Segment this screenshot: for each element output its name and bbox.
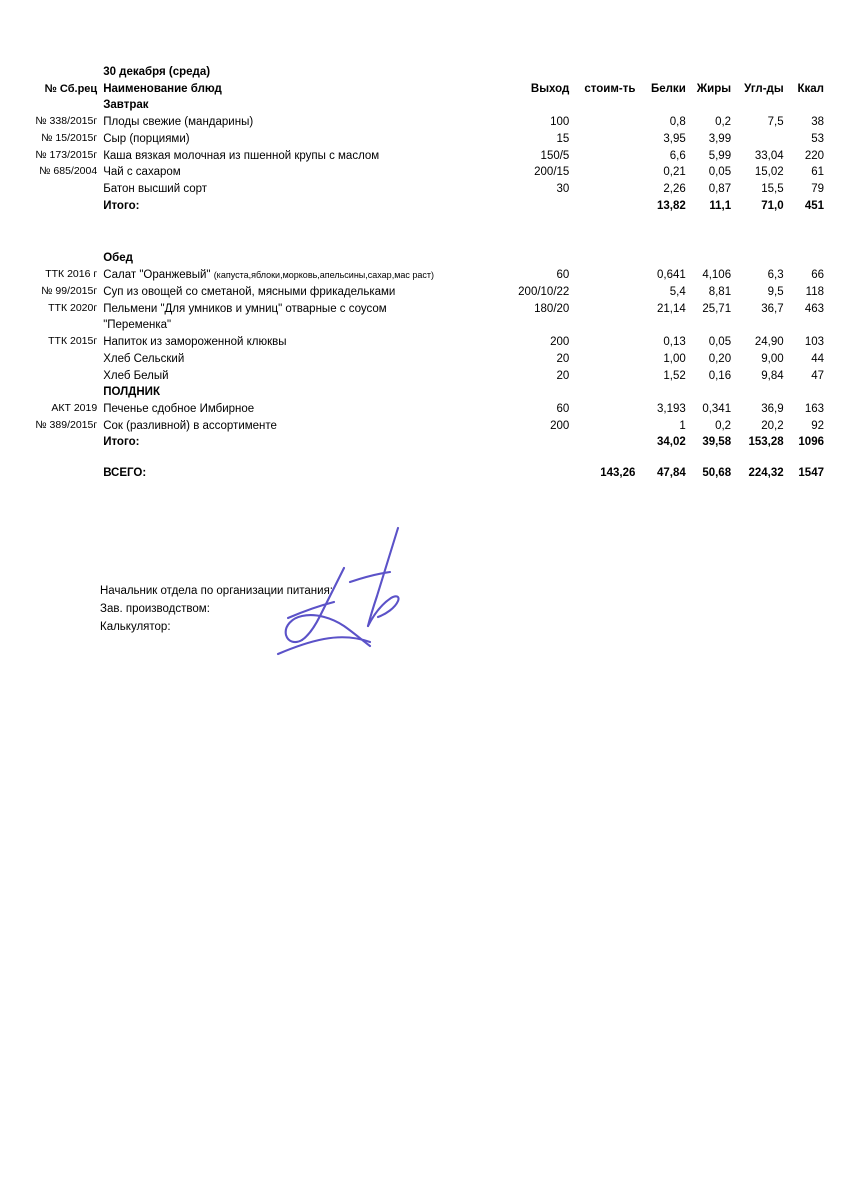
dish-protein: 5,4	[669, 285, 686, 298]
total-protein: 34,02	[656, 436, 686, 449]
section-total-row	[28, 198, 824, 215]
dish-fat: 0,341	[702, 402, 732, 415]
recipe-number: ТТК 2015г	[48, 335, 98, 348]
dish-carbs: 15,02	[754, 166, 784, 179]
dish-carbs: 15,5	[761, 183, 784, 196]
dish-output: 20	[556, 352, 570, 365]
dish-kcal: 53	[811, 132, 824, 145]
recipe-number: № 15/2015г	[41, 131, 98, 144]
dish-kcal: 163	[804, 402, 824, 415]
dish-kcal: 103	[804, 336, 824, 349]
dish-output: 20	[556, 369, 570, 382]
table-row	[28, 351, 824, 368]
recipe-number: ТТК 2020г	[48, 301, 98, 314]
grand-total-fat: 50,68	[702, 467, 732, 480]
dish-protein: 2,26	[663, 183, 686, 196]
total-carbs: 153,28	[748, 436, 784, 449]
dish-carbs: 9,84	[761, 369, 784, 382]
dish-output: 200/15	[534, 166, 570, 179]
recipe-number: № 173/2015г	[35, 148, 98, 161]
signature-line-production-manager: Зав. производством:	[100, 602, 210, 615]
dish-protein: 3,193	[656, 402, 686, 415]
dish-fat: 0,20	[708, 352, 732, 365]
total-cost	[579, 434, 641, 451]
dish-protein: 0,21	[663, 166, 686, 179]
dish-carbs: 9,00	[761, 352, 784, 365]
dish-cost	[579, 267, 641, 284]
signature-line-head-of-catering: Начальник отдела по организации питания:	[100, 585, 333, 597]
dish-carbs: 20,2	[761, 419, 784, 432]
dish-cost	[579, 401, 641, 418]
dish-cost	[579, 148, 641, 165]
total-cost	[579, 198, 641, 215]
table-row	[28, 317, 824, 334]
table-row	[28, 418, 824, 435]
dish-output: 30	[556, 183, 570, 196]
recipe-number	[28, 368, 103, 385]
dish-output: 200/10/22	[518, 285, 570, 298]
dish-kcal: 44	[811, 352, 824, 365]
dish-kcal	[788, 317, 824, 334]
header-output: Выход	[530, 82, 570, 95]
dish-name: "Переменка"	[103, 319, 172, 332]
grand-total-label: ВСЕГО:	[103, 467, 147, 480]
dish-protein: 6,6	[669, 149, 686, 162]
dish-name: Суп из овощей со сметаной, мясными фрикадельками	[103, 285, 396, 298]
dish-kcal: 79	[811, 183, 824, 196]
section-total-row	[28, 434, 824, 451]
section-title-row	[28, 97, 824, 114]
header-carbs: Угл-ды	[744, 82, 784, 95]
recipe-number: ТТК 2016 г	[45, 268, 98, 281]
table-row	[28, 284, 824, 301]
dish-carbs: 33,04	[754, 149, 784, 162]
recipe-number	[28, 351, 103, 368]
dish-fat: 0,05	[708, 166, 732, 179]
dish-fat: 0,2	[715, 116, 732, 129]
dish-cost	[579, 418, 641, 435]
dish-name: Сыр (порциями)	[103, 132, 190, 145]
dish-kcal: 92	[811, 419, 824, 432]
dish-cost	[579, 351, 641, 368]
total-fat: 39,58	[702, 436, 732, 449]
grand-total-row	[28, 465, 824, 482]
dish-cost	[579, 131, 641, 148]
dish-protein: 0,8	[669, 116, 686, 129]
dish-kcal: 463	[804, 302, 824, 315]
empty-cell	[28, 64, 103, 81]
table-row	[28, 368, 824, 385]
dish-output: 100	[550, 116, 570, 129]
table-row	[28, 401, 824, 418]
dish-kcal: 118	[805, 285, 824, 298]
dish-carbs: 7,5	[767, 116, 784, 129]
table-row	[28, 181, 824, 198]
dish-protein: 21,14	[656, 302, 686, 315]
dish-name: Сок (разливной) в ассортименте	[103, 419, 277, 432]
recipe-number: № 99/2015г	[41, 284, 98, 297]
dish-protein: 1,00	[663, 352, 686, 365]
grand-total-kcal: 1547	[798, 467, 824, 480]
grand-total-carbs: 224,32	[748, 467, 784, 480]
total-kcal: 451	[804, 199, 824, 212]
dish-fat: 8,81	[708, 285, 732, 298]
table-row	[28, 114, 824, 131]
grand-total-cost: 143,26	[600, 467, 636, 480]
dish-name: Салат "Оранжевый"	[103, 269, 211, 282]
table-header-row	[28, 81, 824, 98]
recipe-number: АКТ 2019	[51, 401, 98, 414]
recipe-number: № 338/2015г	[35, 115, 98, 128]
signature-line-calculator: Калькулятор:	[100, 620, 171, 633]
document-date: 30 декабря (среда)	[103, 66, 211, 78]
dish-protein: 0,13	[663, 336, 686, 349]
spacer-row	[28, 214, 824, 250]
dish-output: 60	[556, 402, 570, 415]
table-row	[28, 164, 824, 181]
table-row	[28, 131, 824, 148]
menu-table	[28, 64, 824, 482]
dish-protein: 3,95	[663, 132, 686, 145]
dish-output: 60	[556, 269, 570, 282]
dish-cost	[579, 284, 641, 301]
dish-kcal: 66	[811, 269, 824, 282]
dish-output: 200	[550, 419, 570, 432]
dish-fat: 4,106	[702, 269, 732, 282]
dish-fat: 0,16	[708, 369, 732, 382]
dish-protein	[641, 317, 689, 334]
dish-kcal: 38	[811, 116, 824, 129]
section-title: ПОЛДНИК	[103, 386, 160, 399]
header-protein: Белки	[650, 82, 686, 95]
header-cost: стоим-ть	[584, 82, 636, 95]
grand-total-protein: 47,84	[656, 467, 686, 480]
header-fat: Жиры	[696, 82, 732, 95]
dish-protein: 0,641	[656, 269, 686, 282]
dish-carbs	[735, 317, 788, 334]
signature-block	[100, 583, 333, 636]
dish-fat: 0,2	[715, 419, 732, 432]
total-label: Итого:	[103, 436, 140, 449]
dish-output: 180/20	[534, 302, 570, 315]
dish-fat: 5,99	[708, 149, 732, 162]
dish-carbs: 24,90	[754, 336, 784, 349]
dish-protein: 1,52	[663, 369, 686, 382]
dish-kcal: 47	[811, 369, 824, 382]
dish-name: Печенье сдобное Имбирное	[103, 402, 255, 415]
dish-fat: 25,71	[702, 302, 732, 315]
dish-carbs: 36,7	[761, 302, 784, 315]
dish-name: Хлеб Сельский	[103, 352, 185, 365]
dish-name-composition: (капуста,яблоки,морковь,апельсины,сахар,мас раст)	[213, 270, 435, 281]
total-label: Итого:	[103, 199, 140, 212]
table-row	[28, 301, 824, 318]
dish-name: Чай с сахаром	[103, 166, 181, 179]
header-recipe: № Сб.рец	[44, 82, 98, 95]
table-row	[28, 148, 824, 165]
dish-cost	[579, 368, 641, 385]
dish-name: Хлеб Белый	[103, 369, 169, 382]
dish-cost	[579, 164, 641, 181]
dish-name: Батон высший сорт	[103, 183, 208, 196]
recipe-number	[28, 317, 103, 334]
recipe-number: № 389/2015г	[35, 418, 98, 431]
table-row	[28, 334, 824, 351]
dish-output: 200	[550, 336, 570, 349]
dish-output: 15	[556, 132, 570, 145]
dish-name-cell	[103, 267, 506, 284]
dish-cost	[579, 317, 641, 334]
section-title-row	[28, 250, 824, 267]
dish-kcal: 220	[804, 149, 824, 162]
dish-name: Каша вязкая молочная из пшенной крупы с маслом	[103, 149, 380, 162]
dish-carbs	[735, 131, 788, 148]
spacer-row	[28, 451, 824, 465]
section-title-row	[28, 384, 824, 401]
dish-output: 150/5	[540, 149, 570, 162]
date-row	[28, 64, 824, 81]
section-title: Обед	[103, 252, 133, 265]
total-kcal: 1096	[798, 436, 824, 449]
dish-cost	[579, 114, 641, 131]
section-title: Завтрак	[103, 99, 149, 112]
total-fat: 11,1	[709, 199, 732, 212]
dish-fat	[690, 317, 735, 334]
dish-name: Плоды свежие (мандарины)	[103, 116, 254, 129]
total-carbs: 71,0	[761, 199, 784, 212]
header-name: Наименование блюд	[103, 82, 222, 95]
dish-cost	[579, 334, 641, 351]
dish-protein: 1	[679, 419, 686, 432]
total-protein: 13,82	[656, 199, 686, 212]
recipe-number: № 685/2004	[39, 165, 98, 178]
dish-fat: 3,99	[708, 132, 732, 145]
dish-cost	[579, 181, 641, 198]
recipe-number	[28, 181, 103, 198]
table-row	[28, 267, 824, 284]
dish-fat: 0,05	[708, 336, 732, 349]
dish-output	[506, 317, 579, 334]
dish-kcal: 61	[811, 166, 824, 179]
header-kcal: Ккал	[797, 82, 824, 95]
dish-name: Напиток из замороженной клюквы	[103, 336, 287, 349]
dish-carbs: 9,5	[767, 285, 784, 298]
dish-carbs: 36,9	[761, 402, 784, 415]
dish-fat: 0,87	[708, 183, 732, 196]
dish-name: Пельмени "Для умников и умниц" отварные с соусом	[103, 302, 387, 315]
dish-carbs: 6,3	[767, 269, 784, 282]
dish-cost	[579, 301, 641, 318]
